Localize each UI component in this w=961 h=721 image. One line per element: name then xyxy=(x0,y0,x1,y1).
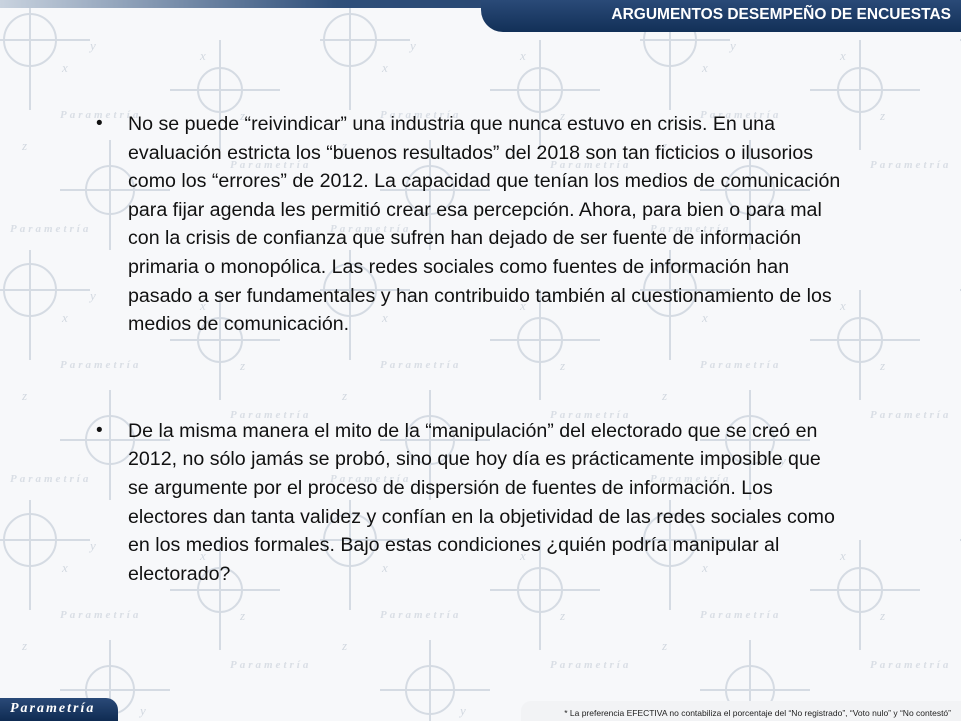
bullet-text: No se puede “reivindicar” una industria que nunca estuvo en crisis. En una evaluación estricta los “buenos resultados” del 2018 son tan ficticios o ilusorios como los “errores” de 2012. La capacidad que tenían los medios de comunicación para fijar agenda les permitió crear esa percepción. Ahora, para bien o para mal con la crisis de confianza que sufren han dejado de ser fuente de información primaria o monopólica. Las redes sociales como fuentes de información han pasado a ser fundamentales y han contribuido también al cuestionamiento de los medios de comunicación. xyxy=(128,113,841,336)
bullet-item xyxy=(96,417,841,589)
footer-note-bar xyxy=(521,701,961,721)
page-title: ARGUMENTOS DESEMPEÑO DE ENCUESTAS xyxy=(611,6,951,23)
bullet-marker: • xyxy=(96,419,103,441)
bullet-item xyxy=(96,110,841,339)
logo-text: Parametría xyxy=(10,701,96,716)
footnote: * La preferencia EFECTIVA no contabiliza el porcentaje del “No registrado”, “Voto nulo” y “No contestó” xyxy=(564,708,951,718)
footer-logo xyxy=(0,698,118,721)
bullet-list xyxy=(96,110,841,588)
bullet-text: De la misma manera el mito de la “manipulación” del electorado que se creó en 2012, no sólo jamás se probó, sino que hoy día es prácticamente imposible que se argumente por el proceso de dispersión de fuentes de información. Los electores dan tanta validez y confían en la objetividad de las redes sociales como en los medios formales. Bajo estas condiciones ¿quién podría manipular al electorado? xyxy=(128,419,835,585)
header-title-tab xyxy=(481,0,961,32)
bullet-marker: • xyxy=(96,113,103,134)
